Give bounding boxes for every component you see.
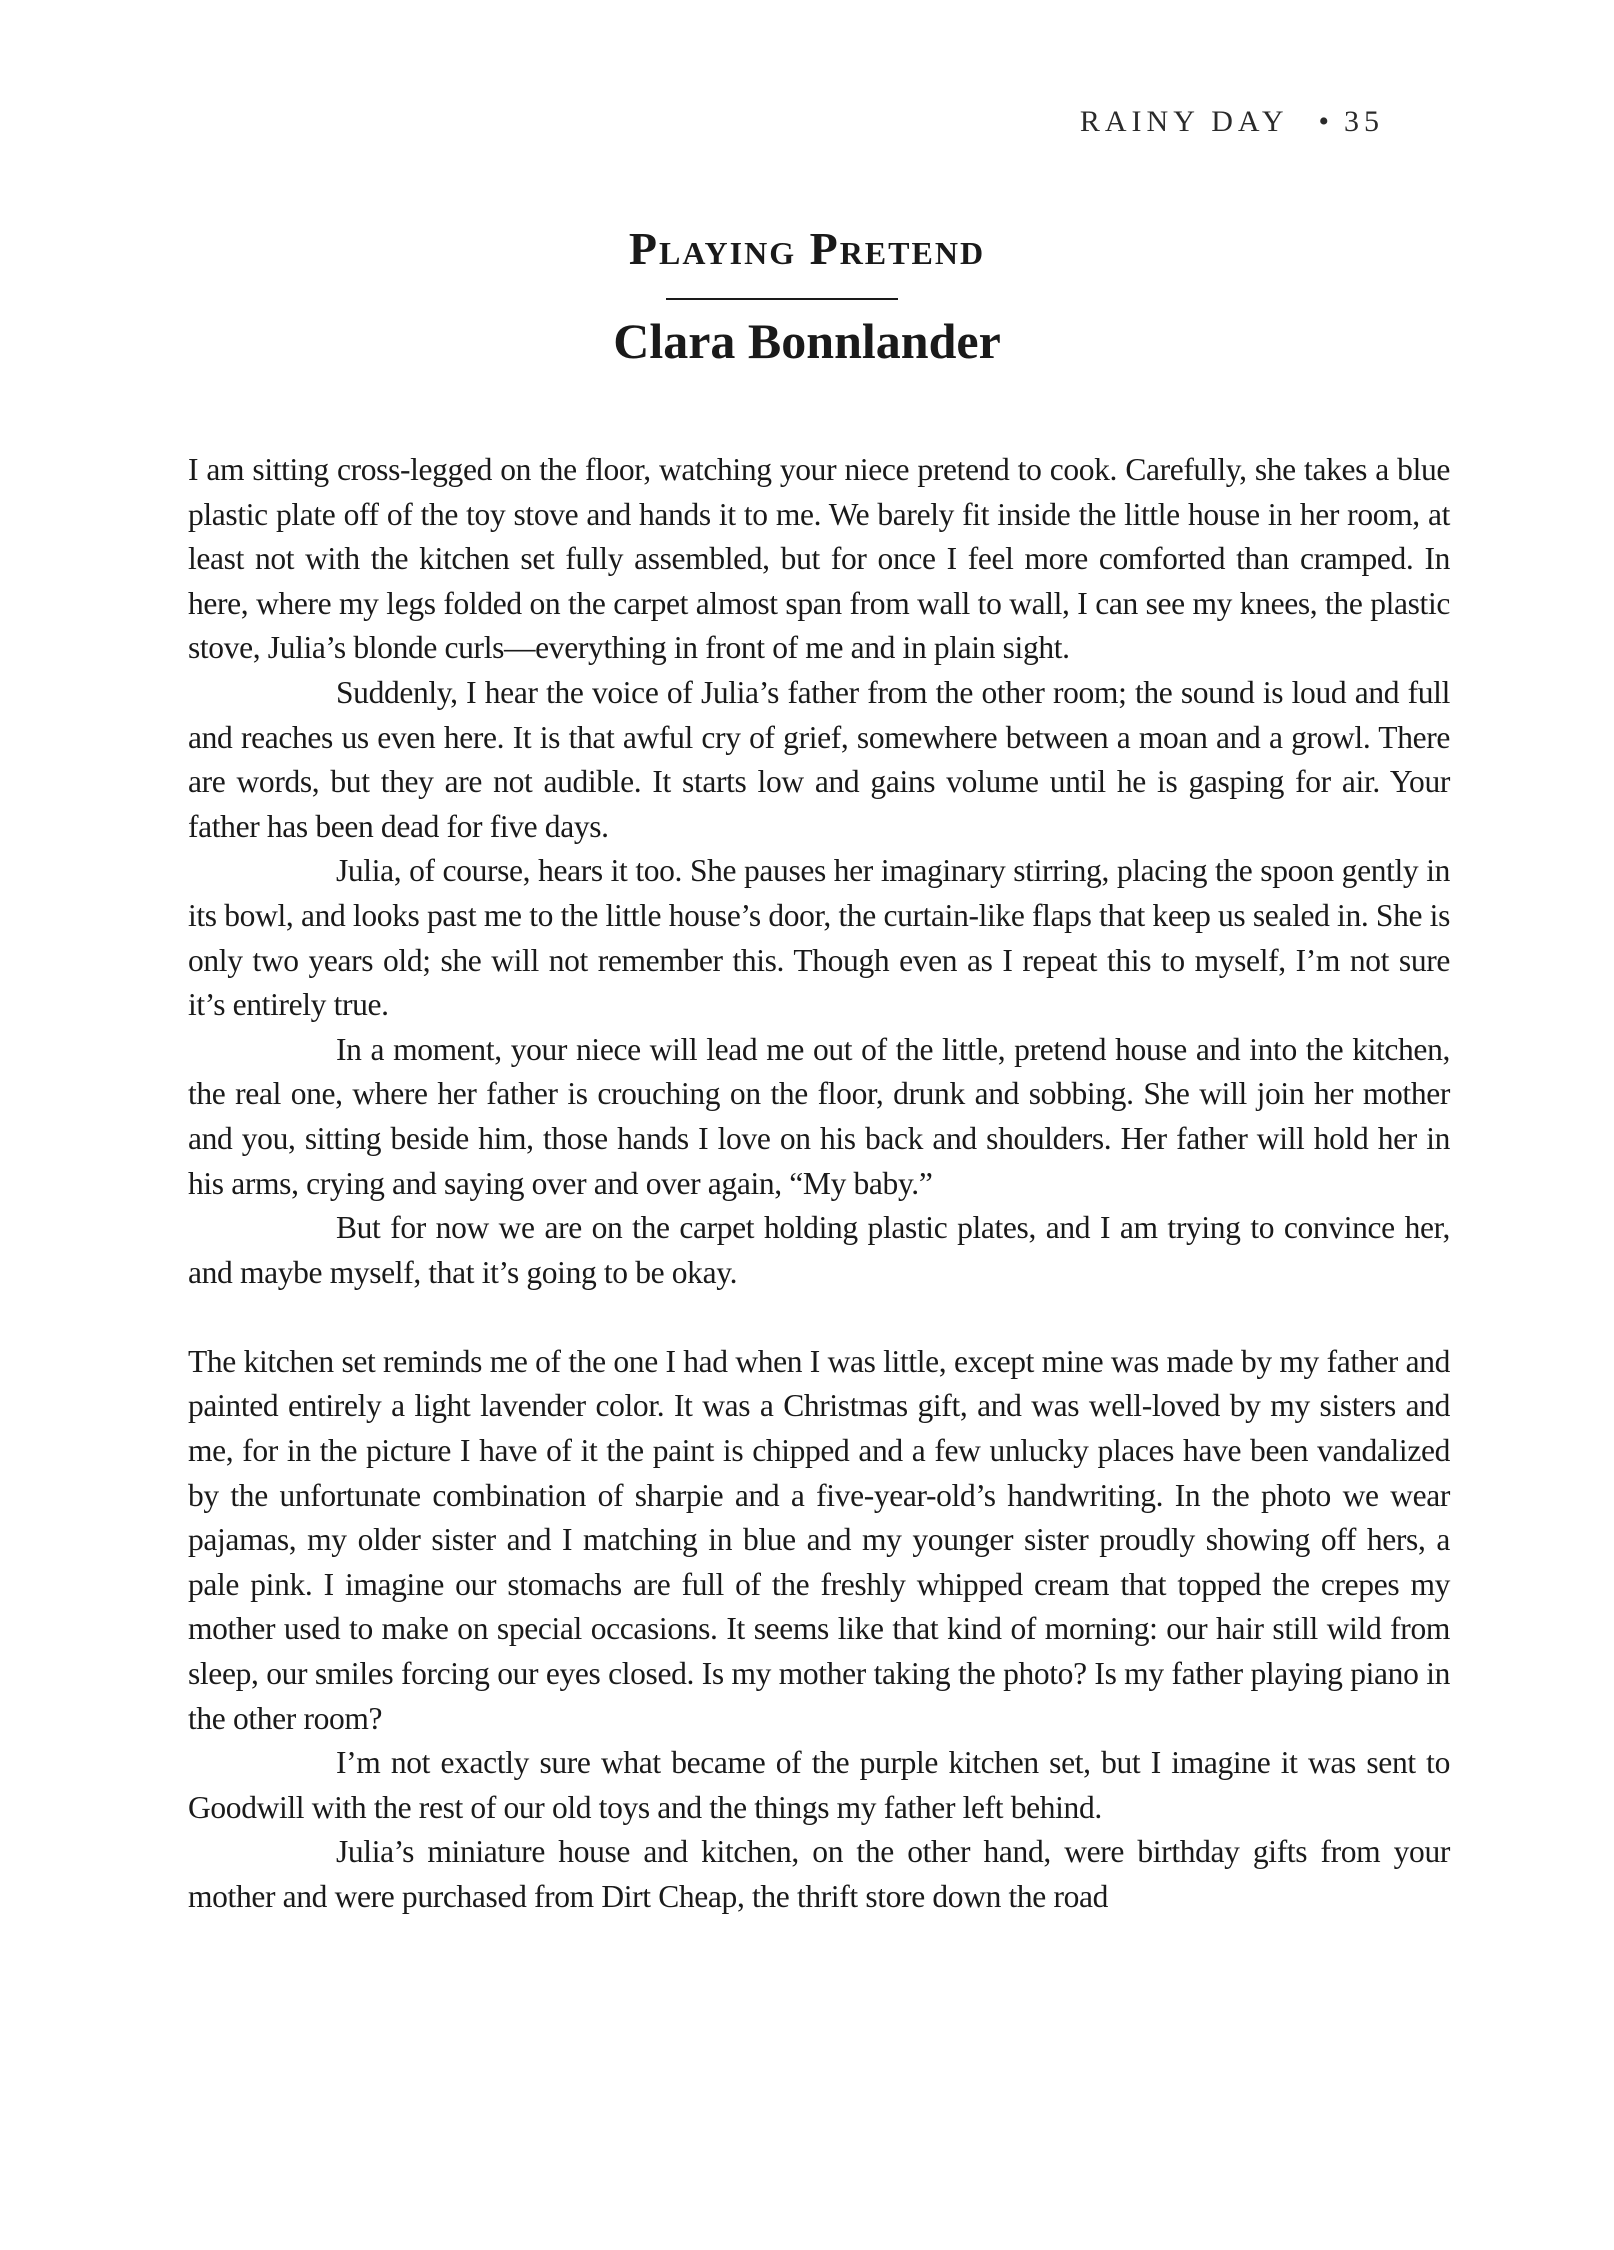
bullet-separator: • (1318, 105, 1334, 138)
article-title: Playing Pretend (628, 223, 986, 274)
paragraph: Julia, of course, hears it too. She pauses her imaginary stirring, placing the spoon gently in its bowl, and looks past me to the little house’s door, the curtain-like flaps that keep us sealed in. She is only two years old; she will not remember this. Though even as I repeat this to myself, I’m not sure it’s entirely true. (188, 853, 1450, 1023)
title-divider (666, 298, 898, 300)
page-number: 35 (1344, 105, 1384, 138)
paragraph: I’m not exactly sure what became of the purple kitchen set, but I imagine it was sent to Goodwill with the rest of our old toys and the things my father left behind. (188, 1745, 1450, 1825)
paragraph: But for now we are on the carpet holding plastic plates, and I am trying to convince her, and maybe myself, that it’s going to be okay. (188, 1210, 1450, 1290)
paragraph: I am sitting cross-legged on the floor, watching your niece pretend to cook. Carefully, she takes a blue plastic plate off of the toy stove and hands it to me. We barely fit inside the little house in her room, at least not with the kitchen set fully assembled, but for once I feel more comforted than cramped. In here, where my legs folded on the carpet almost span from wall to wall, I can see my knees, the plastic stove, Julia’s blonde curls—everything in front of me and in plain sight. (188, 452, 1450, 666)
running-head (1080, 105, 1384, 139)
paragraph: Suddenly, I hear the voice of Julia’s father from the other room; the sound is loud and full and reaches us even here. It is that awful cry of grief, somewhere between a moan and a growl. There are words, but they are not audible. It starts low and gains volume until he is gasping for air. Your father has been dead for five days. (188, 674, 1450, 844)
paragraph: The kitchen set reminds me of the one I had when I was little, except mine was made by my father and painted entirely a light lavender color. It was a Christmas gift, and was well-loved by my sisters and me, for in the picture I have of it the paint is chipped and a few unlucky places have been vandalized by the unfortunate combination of sharpie and a five-year-old’s handwriting. In the photo we wear pajamas, my older sister and I matching in blue and my younger sister proudly showing off hers, a pale pink. I imagine our stomachs are full of the freshly whipped cream that topped the crepes my mother used to make on special occasions. It seems like that kind of morning: our hair still wild from sleep, our smiles forcing our eyes closed. Is my mother taking the photo? Is my father playing piano in the other room? (188, 1343, 1450, 1736)
paragraph: In a moment, your niece will lead me out of the little, pretend house and into the kitchen, the real one, where her father is crouching on the floor, drunk and sobbing. She will join her mother and you, sitting beside him, those hands I love on his back and shoulders. Her father will hold her in his arms, crying and saying over and over again, “My baby.” (188, 1031, 1450, 1201)
article-author: Clara Bonnlander (613, 313, 1001, 369)
running-title: RAINY DAY (1079, 105, 1289, 138)
article-body (188, 448, 1450, 1920)
paragraph: Julia’s miniature house and kitchen, on the other hand, were birthday gifts from your mother and were purchased from Dirt Cheap, the thrift store down the road (188, 1834, 1450, 1914)
